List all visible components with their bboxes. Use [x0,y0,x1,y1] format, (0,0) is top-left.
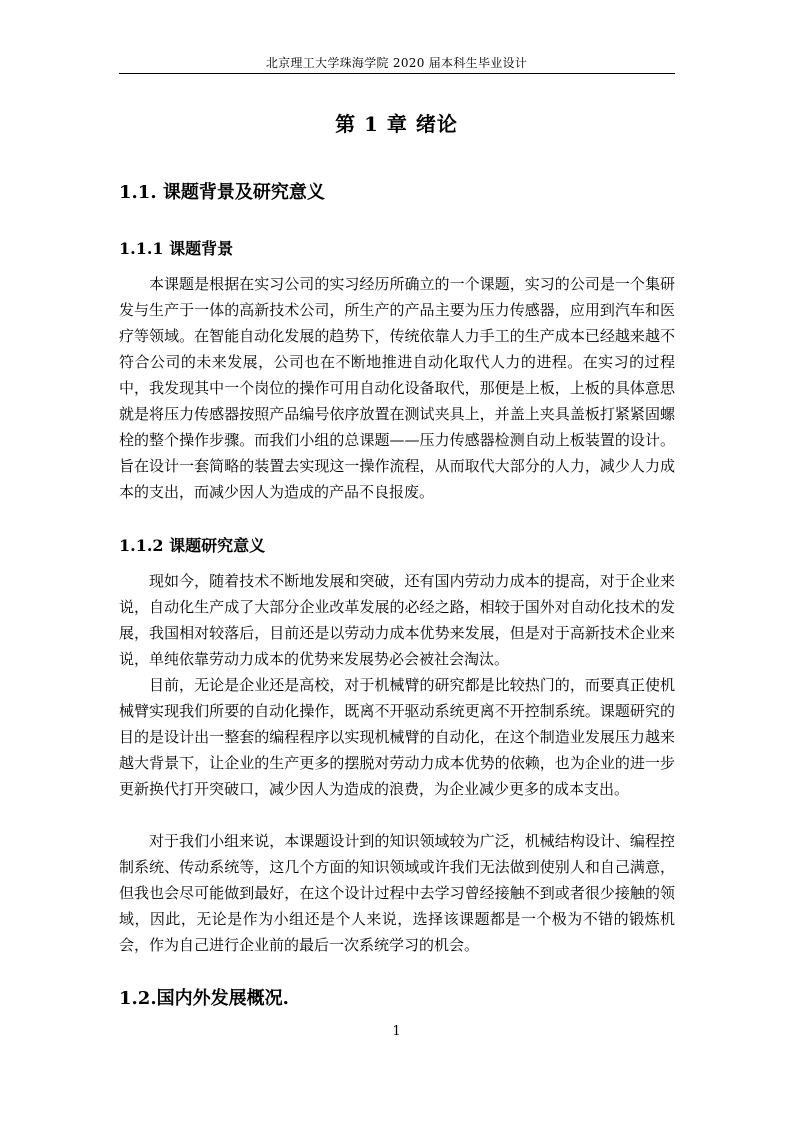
paragraph-background: 本课题是根据在实习公司的实习经历所确立的一个课题，实习的公司是一个集研发与生产于一体的高新技术公司，所生产的产品主要为压力传感器，应用到汽车和医疗等领域。在智能自动化发展的趋势下，传统依靠人力手工的生产成本已经越来越不符合公司的未来发展，公司也在不断地推进自动化取代人力的进程。在实习的过程中，我发现其中一个岗位的操作可用自动化设备取代，那便是上板，上板的具体意思就是将压力传感器按照产品编号依序放置在测试夹具上，并盖上夹具盖板打紧紧固螺栓的整个操作步骤。而我们小组的总课题——压力传感器检测自动上板装置的设计。旨在设计一套简略的装置去实现这一操作流程，从而取代大部分的人力，减少人力成本的支出，而减少因人为造成的产品不良报废。 [119,275,675,501]
section-heading-1-2: 1.2.国内外发展概况. [119,988,289,1009]
header-divider [119,73,675,74]
paragraph-significance-3: 对于我们小组来说，本课题设计到的知识领域较为广泛，机械结构设计、编程控制系统、传动系统等，这几个方面的知识领域或许我们无法做到使别人和自己满意，但我也会尽可能做到最好，在这个设计过程中去学习曾经接触不到或者很少接触的领域，因此，无论是作为小组还是个人来说，选择该课题都是一个极为不错的锻炼机会，作为自己进行企业前的最后一次系统学习的机会。 [119,832,675,954]
page-number: 1 [392,1024,401,1039]
subsection-heading-1-1-1: 1.1.1 课题背景 [119,239,234,258]
paragraph-significance-2: 目前，无论是企业还是高校，对于机械臂的研究都是比较热门的，而要真正使机械臂实现我们所要的自动化操作，既离不开驱动系统更离不开控制系统。课题研究的目的是设计出一整套的编程程序以实现机械臂的自动化，在这个制造业发展压力越来越大背景下，让企业的生产更多的摆脱对劳动力成本优势的依赖，也为企业的进一步更新换代打开突破口，减少因人为造成的浪费，为企业减少更多的成本支出。 [119,676,675,798]
section-heading-1-1: 1.1. 课题背景及研究意义 [119,182,325,203]
page-header: 北京理工大学珠海学院 2020 届本科生毕业设计 [265,56,528,70]
paragraph-significance-1: 现如今，随着技术不断地发展和突破，还有国内劳动力成本的提高，对于企业来说，自动化生产成了大部分企业改革发展的必经之路，相较于国外对自动化技术的发展，我国相对较落后，目前还是以劳动力成本优势来发展，但是对于高新技术企业来说，单纯依靠劳动力成本的优势来发展势必会被社会淘汰。 [119,572,675,668]
chapter-title: 第 1 章 绪论 [335,112,458,136]
subsection-heading-1-1-2: 1.1.2 课题研究意义 [119,536,266,555]
